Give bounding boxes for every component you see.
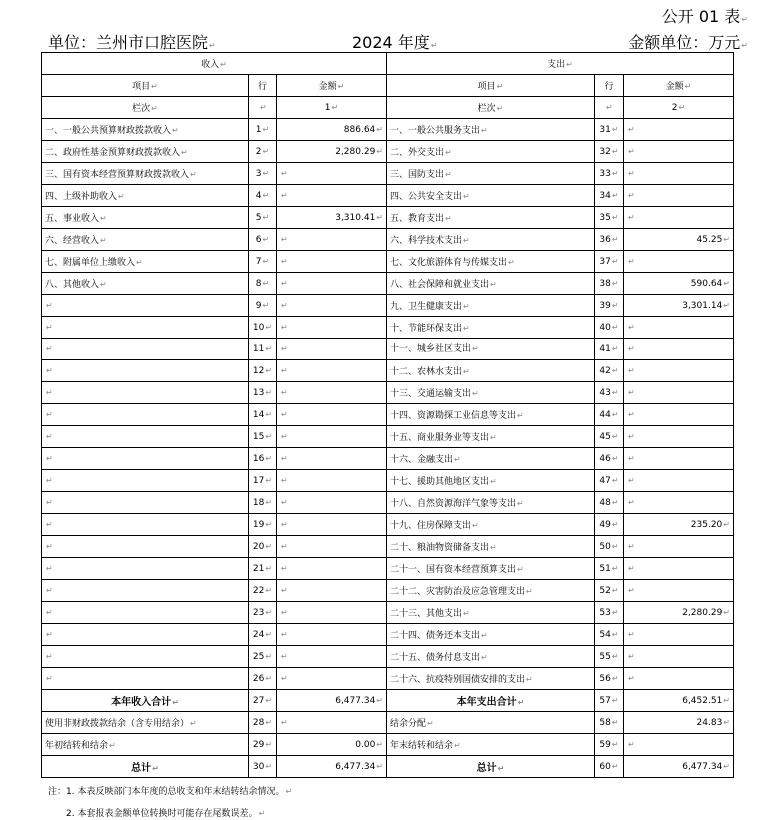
expense-line: 34 ↵ — [599, 191, 618, 201]
income-line: 30 ↵ — [253, 762, 272, 772]
expense-line: 46 ↵ — [599, 454, 618, 464]
expense-amount: 235.20 ↵ — [691, 520, 730, 530]
table-row — [42, 339, 734, 360]
income-amount — [280, 674, 288, 684]
income-line: 29 ↵ — [253, 740, 272, 750]
income-item: 五、事业收入 ↵ — [45, 214, 107, 224]
income-item: 总计 ↵ — [131, 763, 159, 774]
table-row — [42, 580, 734, 602]
expense-line: 56 ↵ — [599, 674, 618, 684]
column-seq-row — [42, 97, 734, 119]
expense-line: 32 ↵ — [599, 147, 618, 157]
expense-item: 十一、城乡社区支出 ↵ — [390, 344, 479, 354]
unit-name: 单位：兰州市口腔医院 ↵ — [48, 30, 216, 53]
expense-line: 48 ↵ — [599, 498, 618, 508]
income-line: 22 ↵ — [253, 586, 272, 596]
expense-item: 二十二、灾害防治及应急管理支出 ↵ — [390, 587, 533, 597]
income-line: 14 ↵ — [253, 410, 272, 420]
income-line: 13 ↵ — [253, 388, 272, 398]
expense-line: 54 ↵ — [599, 630, 618, 640]
money-unit: 金额单位：万元 ↵ — [628, 30, 748, 53]
income-line: 9 ↵ — [256, 301, 269, 311]
expense-item: 本年支出合计 ↵ — [457, 697, 525, 708]
expense-item: 五、教育支出 ↵ — [390, 214, 452, 224]
income-amount — [280, 323, 288, 333]
expense-line: 51 ↵ — [599, 564, 618, 574]
income-line: 15 ↵ — [253, 432, 272, 442]
income-item: 八、其他收入 ↵ — [45, 280, 107, 290]
income-line: 7 ↵ — [256, 257, 269, 267]
income-amount — [280, 191, 288, 201]
income-amount — [280, 718, 288, 728]
expense-item: 十九、住房保障支出 ↵ — [390, 521, 479, 531]
note-2: 2. 本套报表金额单位转换时可能存在尾数误差。 ↵ — [66, 806, 265, 819]
expense-amount — [627, 366, 635, 376]
table-row — [42, 229, 734, 251]
income-amount — [280, 169, 288, 179]
expense-item: 二十四、债务还本支出 ↵ — [390, 631, 488, 641]
expense-amount: 3,301.14 ↵ — [682, 301, 730, 311]
income-line: 26 ↵ — [253, 674, 272, 684]
col-seq: 栏次 ↵ — [478, 104, 504, 114]
expense-amount — [627, 257, 635, 267]
expense-amount — [627, 125, 635, 135]
income-line: 17 ↵ — [253, 476, 272, 486]
expense-amount: 2,280.29 ↵ — [682, 608, 730, 618]
income-item — [45, 301, 53, 311]
income-line: 25 ↵ — [253, 652, 272, 662]
expense-line: 36 ↵ — [599, 235, 618, 245]
expense-item: 十、节能环保支出 ↵ — [390, 324, 470, 334]
expense-item: 三、国防支出 ↵ — [390, 170, 452, 180]
table-row — [42, 448, 734, 470]
income-item: 七、附属单位上缴收入 ↵ — [45, 258, 143, 268]
expense-item: 二十三、其他支出 ↵ — [390, 609, 470, 619]
expense-item: 四、公共安全支出 ↵ — [390, 192, 470, 202]
income-item — [45, 432, 53, 442]
income-amount — [280, 301, 288, 311]
income-line: 24 ↵ — [253, 630, 272, 640]
income-amount — [280, 586, 288, 596]
income-line: 4 ↵ — [256, 191, 269, 201]
table-row — [42, 536, 734, 558]
fiscal-year: 2024 年度 ↵ — [352, 30, 438, 53]
empty-cell — [259, 103, 267, 113]
expense-item: 二十一、国有资本经营预算支出 ↵ — [390, 565, 524, 575]
table-row — [42, 382, 734, 404]
income-line: 3 ↵ — [256, 169, 269, 179]
table-row — [42, 558, 734, 580]
table-row — [42, 185, 734, 207]
expense-amount — [627, 169, 635, 179]
income-amount — [280, 542, 288, 552]
expense-item: 一、一般公共服务支出 ↵ — [390, 126, 488, 136]
income-item: 四、上级补助收入 ↵ — [45, 192, 125, 202]
expense-item: 二十六、抗疫特别国债安排的支出 ↵ — [390, 675, 533, 685]
col-amount: 金额 ↵ — [666, 82, 692, 92]
income-seq: 1 ↵ — [325, 103, 338, 113]
expense-amount — [627, 388, 635, 398]
income-amount — [280, 520, 288, 530]
expense-title: 支出 ↵ — [547, 60, 573, 70]
income-item — [45, 608, 53, 618]
expense-seq: 2 ↵ — [672, 103, 685, 113]
expense-item: 十三、交通运输支出 ↵ — [390, 389, 479, 399]
income-amount — [280, 498, 288, 508]
table-row — [42, 668, 734, 690]
expense-amount: 24.83 ↵ — [697, 718, 730, 728]
table-row — [42, 756, 734, 778]
expense-line: 59 ↵ — [599, 740, 618, 750]
expense-amount — [627, 147, 635, 157]
income-item — [45, 674, 53, 684]
expense-line: 35 ↵ — [599, 213, 618, 223]
income-amount — [280, 564, 288, 574]
expense-amount — [627, 191, 635, 201]
form-number: 公开 01 表 ↵ — [662, 4, 748, 27]
expense-line: 44 ↵ — [599, 410, 618, 420]
expense-item: 结余分配 ↵ — [390, 719, 434, 729]
col-seq: 栏次 ↵ — [132, 104, 158, 114]
expense-line: 43 ↵ — [599, 388, 618, 398]
income-amount — [280, 476, 288, 486]
expense-item: 八、社会保障和就业支出 ↵ — [390, 280, 497, 290]
income-item — [45, 388, 53, 398]
income-line: 11 ↵ — [253, 344, 272, 354]
income-item — [45, 366, 53, 376]
expense-line: 38 ↵ — [599, 279, 618, 289]
note-1: 注：1. 本表反映部门本年度的总收支和年末结转结余情况。 ↵ — [48, 784, 292, 797]
table-row — [42, 646, 734, 668]
expense-amount — [627, 498, 635, 508]
expense-item: 总计 ↵ — [477, 763, 505, 774]
expense-line: 39 ↵ — [599, 301, 618, 311]
expense-line: 50 ↵ — [599, 542, 618, 552]
expense-item: 二十、粮油物资储备支出 ↵ — [390, 543, 497, 553]
expense-amount — [627, 542, 635, 552]
income-line: 6 ↵ — [256, 235, 269, 245]
expense-item: 二十五、债务付息支出 ↵ — [390, 653, 488, 663]
table-row — [42, 404, 734, 426]
income-amount — [280, 410, 288, 420]
income-title: 收入 ↵ — [201, 60, 227, 70]
income-line: 28 ↵ — [253, 718, 272, 728]
expense-line: 37 ↵ — [599, 257, 618, 267]
table-row — [42, 470, 734, 492]
expense-amount — [627, 454, 635, 464]
income-amount: 886.64 ↵ — [344, 125, 383, 135]
income-amount: 3,310.41 ↵ — [335, 213, 383, 223]
col-amount: 金额 ↵ — [319, 82, 345, 92]
income-item — [45, 344, 53, 354]
expense-line: 33 ↵ — [599, 169, 618, 179]
expense-amount — [627, 410, 635, 420]
income-line: 16 ↵ — [253, 454, 272, 464]
income-amount — [280, 454, 288, 464]
table-row — [42, 426, 734, 448]
expense-amount: 590.64 ↵ — [691, 279, 730, 289]
income-line: 20 ↵ — [253, 542, 272, 552]
expense-amount — [627, 323, 635, 333]
income-amount — [280, 344, 288, 354]
income-amount — [280, 388, 288, 398]
income-line: 1 ↵ — [256, 125, 269, 135]
income-line: 27 ↵ — [253, 696, 272, 706]
income-amount — [280, 366, 288, 376]
income-item: 本年收入合计 ↵ — [111, 697, 179, 708]
expense-line: 42 ↵ — [599, 366, 618, 376]
col-line: 行 — [604, 82, 614, 92]
income-line: 2 ↵ — [256, 147, 269, 157]
expense-item: 十八、自然资源海洋气象等支出 ↵ — [390, 499, 524, 509]
income-line: 8 ↵ — [256, 279, 269, 289]
income-item — [45, 652, 53, 662]
table-row — [42, 602, 734, 624]
expense-item: 十四、资源勘探工业信息等支出 ↵ — [390, 411, 524, 421]
income-line: 10 ↵ — [253, 323, 272, 333]
income-item — [45, 454, 53, 464]
expense-amount — [627, 586, 635, 596]
section-header-row — [42, 53, 734, 75]
income-item: 六、经营收入 ↵ — [45, 236, 107, 246]
table-row — [42, 712, 734, 734]
income-item: 三、国有资本经营预算财政拨款收入 ↵ — [45, 170, 197, 180]
table-row — [42, 251, 734, 273]
income-amount: 2,280.29 ↵ — [335, 147, 383, 157]
income-expense-table — [41, 52, 734, 778]
income-line: 21 ↵ — [253, 564, 272, 574]
income-line: 23 ↵ — [253, 608, 272, 618]
col-item: 项目 ↵ — [132, 82, 158, 92]
income-item — [45, 498, 53, 508]
expense-line: 53 ↵ — [599, 608, 618, 618]
table-row — [42, 317, 734, 339]
expense-line: 45 ↵ — [599, 432, 618, 442]
table-row — [42, 690, 734, 712]
expense-line: 57 ↵ — [599, 696, 618, 706]
income-item: 使用非财政拨款结余（含专用结余） ↵ — [45, 719, 197, 729]
expense-item: 十六、金融支出 ↵ — [390, 455, 461, 465]
income-line: 19 ↵ — [253, 520, 272, 530]
expense-amount — [627, 476, 635, 486]
table-row — [42, 119, 734, 141]
expense-item: 十二、农林水支出 ↵ — [390, 367, 470, 377]
expense-item: 年末结转和结余 ↵ — [390, 741, 461, 751]
expense-line: 58 ↵ — [599, 718, 618, 728]
income-amount — [280, 630, 288, 640]
expense-amount — [627, 674, 635, 684]
expense-amount: 6,477.34 ↵ — [682, 762, 730, 772]
income-item — [45, 630, 53, 640]
table-row — [42, 273, 734, 295]
expense-item: 九、卫生健康支出 ↵ — [390, 302, 470, 312]
income-line: 12 ↵ — [253, 366, 272, 376]
expense-amount — [627, 564, 635, 574]
income-amount: 0.00 ↵ — [355, 740, 383, 750]
income-amount — [280, 652, 288, 662]
income-amount — [280, 235, 288, 245]
income-line: 18 ↵ — [253, 498, 272, 508]
expense-line: 41 ↵ — [599, 344, 618, 354]
table-row — [42, 734, 734, 756]
expense-amount — [627, 630, 635, 640]
income-amount: 6,477.34 ↵ — [335, 762, 383, 772]
expense-amount: 45.25 ↵ — [697, 235, 730, 245]
table-row — [42, 492, 734, 514]
income-item — [45, 586, 53, 596]
income-item — [45, 323, 53, 333]
income-line: 5 ↵ — [256, 213, 269, 223]
income-item — [45, 564, 53, 574]
table-row — [42, 514, 734, 536]
income-item — [45, 520, 53, 530]
income-item — [45, 410, 53, 420]
income-item: 年初结转和结余 ↵ — [45, 741, 116, 751]
table-row — [42, 360, 734, 382]
col-line: 行 — [257, 82, 267, 92]
table-row — [42, 207, 734, 229]
expense-line: 55 ↵ — [599, 652, 618, 662]
income-item: 二、政府性基金预算财政拨款收入 ↵ — [45, 148, 188, 158]
income-amount — [280, 432, 288, 442]
income-amount — [280, 608, 288, 618]
expense-line: 40 ↵ — [599, 323, 618, 333]
expense-amount — [627, 432, 635, 442]
column-header-row — [42, 75, 734, 97]
expense-amount: 6,452.51 ↵ — [682, 696, 730, 706]
expense-item: 七、文化旅游体育与传媒支出 ↵ — [390, 258, 515, 268]
income-amount: 6,477.34 ↵ — [335, 696, 383, 706]
expense-line: 60 ↵ — [599, 762, 618, 772]
income-item — [45, 476, 53, 486]
expense-item: 十七、援助其他地区支出 ↵ — [390, 477, 497, 487]
expense-line: 47 ↵ — [599, 476, 618, 486]
expense-amount — [627, 652, 635, 662]
expense-amount — [627, 213, 635, 223]
table-row — [42, 295, 734, 317]
table-row — [42, 624, 734, 646]
table-row — [42, 141, 734, 163]
empty-cell — [605, 103, 613, 113]
expense-item: 六、科学技术支出 ↵ — [390, 236, 470, 246]
expense-line: 49 ↵ — [599, 520, 618, 530]
income-amount — [280, 279, 288, 289]
income-item: 一、一般公共预算财政拨款收入 ↵ — [45, 126, 179, 136]
expense-amount — [627, 740, 635, 750]
expense-item: 十五、商业服务业等支出 ↵ — [390, 433, 497, 443]
col-item: 项目 ↵ — [478, 82, 504, 92]
table-row — [42, 163, 734, 185]
expense-item: 二、外交支出 ↵ — [390, 148, 452, 158]
income-amount — [280, 257, 288, 267]
expense-amount — [627, 344, 635, 354]
expense-line: 52 ↵ — [599, 586, 618, 596]
expense-line: 31 ↵ — [599, 125, 618, 135]
income-item — [45, 542, 53, 552]
